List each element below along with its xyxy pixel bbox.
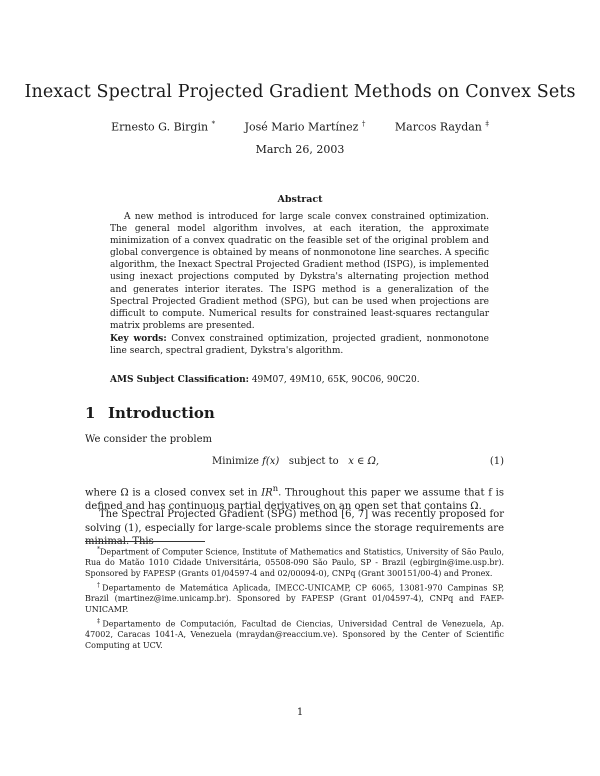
paper-date: March 26, 2003: [255, 143, 345, 156]
equation-body: [212, 456, 379, 467]
keywords-label: Key words:: [110, 334, 167, 344]
equation-number: (1): [489, 456, 504, 467]
footnote-mark: †: [97, 581, 103, 589]
section-heading: [85, 404, 215, 422]
footnotes: [85, 545, 504, 653]
equation-minimize: Minimize: [212, 456, 259, 467]
author-list: [0, 120, 600, 134]
body-text: where Ω is a closed convex set in: [85, 487, 262, 499]
section-title: Introduction: [108, 404, 215, 422]
footnote-rule: [85, 541, 205, 542]
footnote-mark: ‡: [97, 617, 103, 625]
keywords: [110, 333, 489, 357]
real-space-symbol: IR: [261, 487, 273, 499]
footnote-birgin: [85, 545, 504, 579]
body-text: . Throughout this paper we assume that f is defined and has continuous partial derivatives on an open set that contains Ω.: [85, 487, 504, 512]
page-number: 1: [296, 707, 304, 718]
author-footnote-mark: †: [361, 120, 366, 128]
abstract-text: A new method is introduced for large scale convex constrained optimization. The general model algorithm involves, at each iteration, the approximate minimization of a convex quadratic on the feasible set of the original problem and global convergence is obtained by means of nonmonotone line searches. A specific algorithm, the Inexact Spectral Projected Gradient method (ISPG), is implemented using inexact projections computed by Dykstra's alternating projection method and generates interior iterates. The ISPG method is a generalization of the Spectral Projected Gradient method (SPG), but can be used when projections are difficult to compute. Numerical results for constrained least-squares rectangular matrix problems are presented.: [110, 212, 489, 331]
author-footnote-mark: *: [211, 120, 216, 128]
author-raydan: [395, 120, 489, 134]
author-martinez: [245, 120, 366, 134]
keywords-text: Convex constrained optimization, projected gradient, nonmonotone line search, spectral gradient, Dykstra's algorithm.: [110, 334, 489, 357]
section-number: 1: [85, 404, 96, 422]
author-birgin: [111, 120, 215, 134]
real-space-dimension: n: [272, 483, 279, 493]
footnote-martinez: [85, 581, 504, 615]
footnote-text: Department of Computer Science, Institute of Mathematics and Statistics, University of São Paulo, Rua do Matão 1010 Cidade Universitária, 05508-090 São Paulo, SP - Brazil (egbirgin@ime.usp.br). Sponsored by FAPESP (Grants 01/04597-4 and 02/00094-0), CNPq (Grant 300151/00-4) and Pronex.: [85, 547, 504, 578]
footnote-text: Departamento de Computación, Facultad de Ciencias, Universidad Central de Venezuela, Ap. 47002, Caracas 1041-A, Venezuela (mraydan@reaccium.ve). Sponsored by the Center of Scientific Computing at UCV.: [85, 619, 505, 650]
abstract-heading: Abstract: [277, 194, 323, 205]
author-name: Ernesto G. Birgin: [111, 120, 209, 134]
ams-classification: [110, 375, 510, 385]
author-name: Marcos Raydan: [394, 120, 482, 134]
footnote-text: Departamento de Matemática Aplicada, IMECC-UNICAMP, CP 6065, 13081-970 Campinas SP, Brazil (martinez@ime.unicamp.br). Sponsored by FAPESP (Grant 01/04597-4), CNPq and FAEP-UNICAMP.: [85, 583, 505, 614]
intro-paragraph: We consider the problem: [85, 434, 212, 445]
author-footnote-mark: ‡: [485, 120, 489, 128]
footnote-raydan: [85, 617, 504, 651]
equation-subject-to: subject to: [288, 456, 339, 467]
paper-title: Inexact Spectral Projected Gradient Methods on Convex Sets: [24, 82, 576, 102]
author-name: José Mario Martínez: [244, 120, 359, 134]
equation-constraint: x ∈ Ω,: [348, 456, 380, 467]
ams-codes: 49M07, 49M10, 65K, 90C06, 90C20.: [251, 375, 420, 385]
equation-objective: f(x): [262, 456, 280, 467]
ams-label: AMS Subject Classification:: [110, 375, 249, 385]
footnote-mark: *: [97, 546, 100, 553]
body-paragraph: The Spectral Projected Gradient (SPG) method [6, 7] was recently proposed for solving (1), especially for large-scale problems since the storage requirements are minimal. This: [85, 509, 504, 547]
